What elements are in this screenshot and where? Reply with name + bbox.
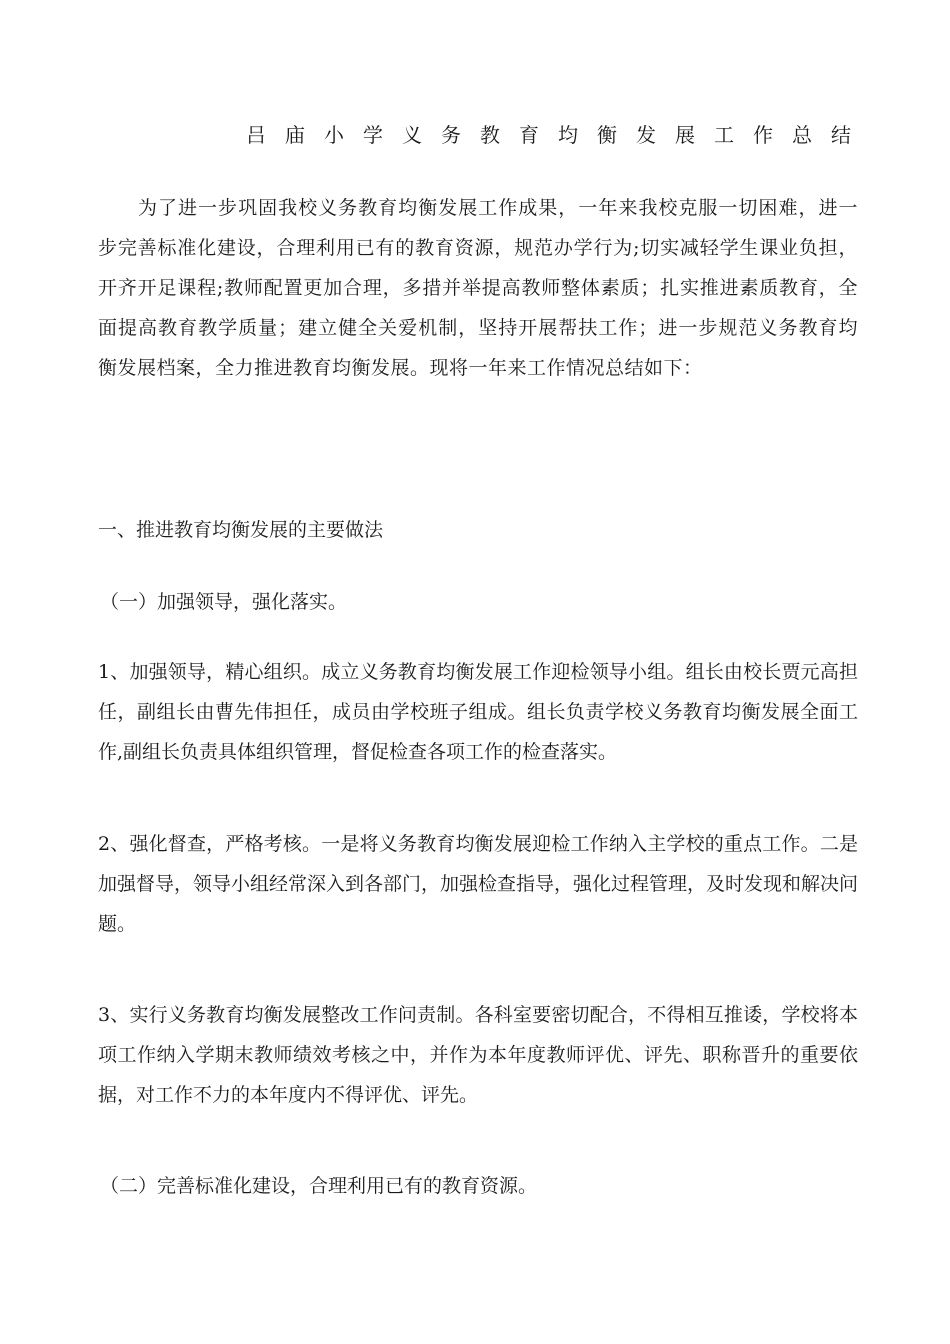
- subsection-heading-2: （二）完善标准化建设，合理利用已有的教育资源。: [100, 1175, 538, 1197]
- intro-paragraph: 为了进一步巩固我校义务教育均衡发展工作成果，一年来我校克服一切困难，进一步完善标准化建设，合理利用已有的教育资源，规范办学行为;切实减轻学生课业负担，开齐开足课程;教师配置更加合理，多措并举提高教师整体素质；扎实推进素质教育，全面提高教育教学质量；建立健全关爱机制，坚持开展帮扶工作；进一步规范义务教育均衡发展档案，全力推进教育均衡发展。现将一年来工作情况总结如下：: [98, 197, 858, 379]
- paragraph-item-2: 2、强化督查，严格考核。一是将义务教育均衡发展迎检工作纳入主学校的重点工作。二是加强督导，领导小组经常深入到各部门，加强检查指导，强化过程管理，及时发现和解决问题。: [98, 833, 859, 935]
- paragraph-item-1: 1、加强领导，精心组织。成立义务教育均衡发展工作迎检领导小组。组长由校长贾元高担任，副组长由曹先伟担任，成员由学校班子组成。组长负责学校义务教育均衡发展全面工作,副组长负责具体组织管理，督促检查各项工作的检查落实。: [98, 661, 858, 763]
- section-heading-1: 一、推进教育均衡发展的主要做法: [98, 519, 384, 541]
- document-title: 吕庙小学义务教育均衡发展工作总结: [246, 123, 870, 147]
- paragraph-item-3: 3、实行义务教育均衡发展整改工作问责制。各科室要密切配合，不得相互推诿，学校将本项工作纳入学期末教师绩效考核之中，并作为本年度教师评优、评先、职称晋升的重要依据，对工作不力的本年度内不得评优、评先。: [98, 1004, 858, 1106]
- subsection-heading-1: （一）加强领导，强化落实。: [100, 591, 348, 613]
